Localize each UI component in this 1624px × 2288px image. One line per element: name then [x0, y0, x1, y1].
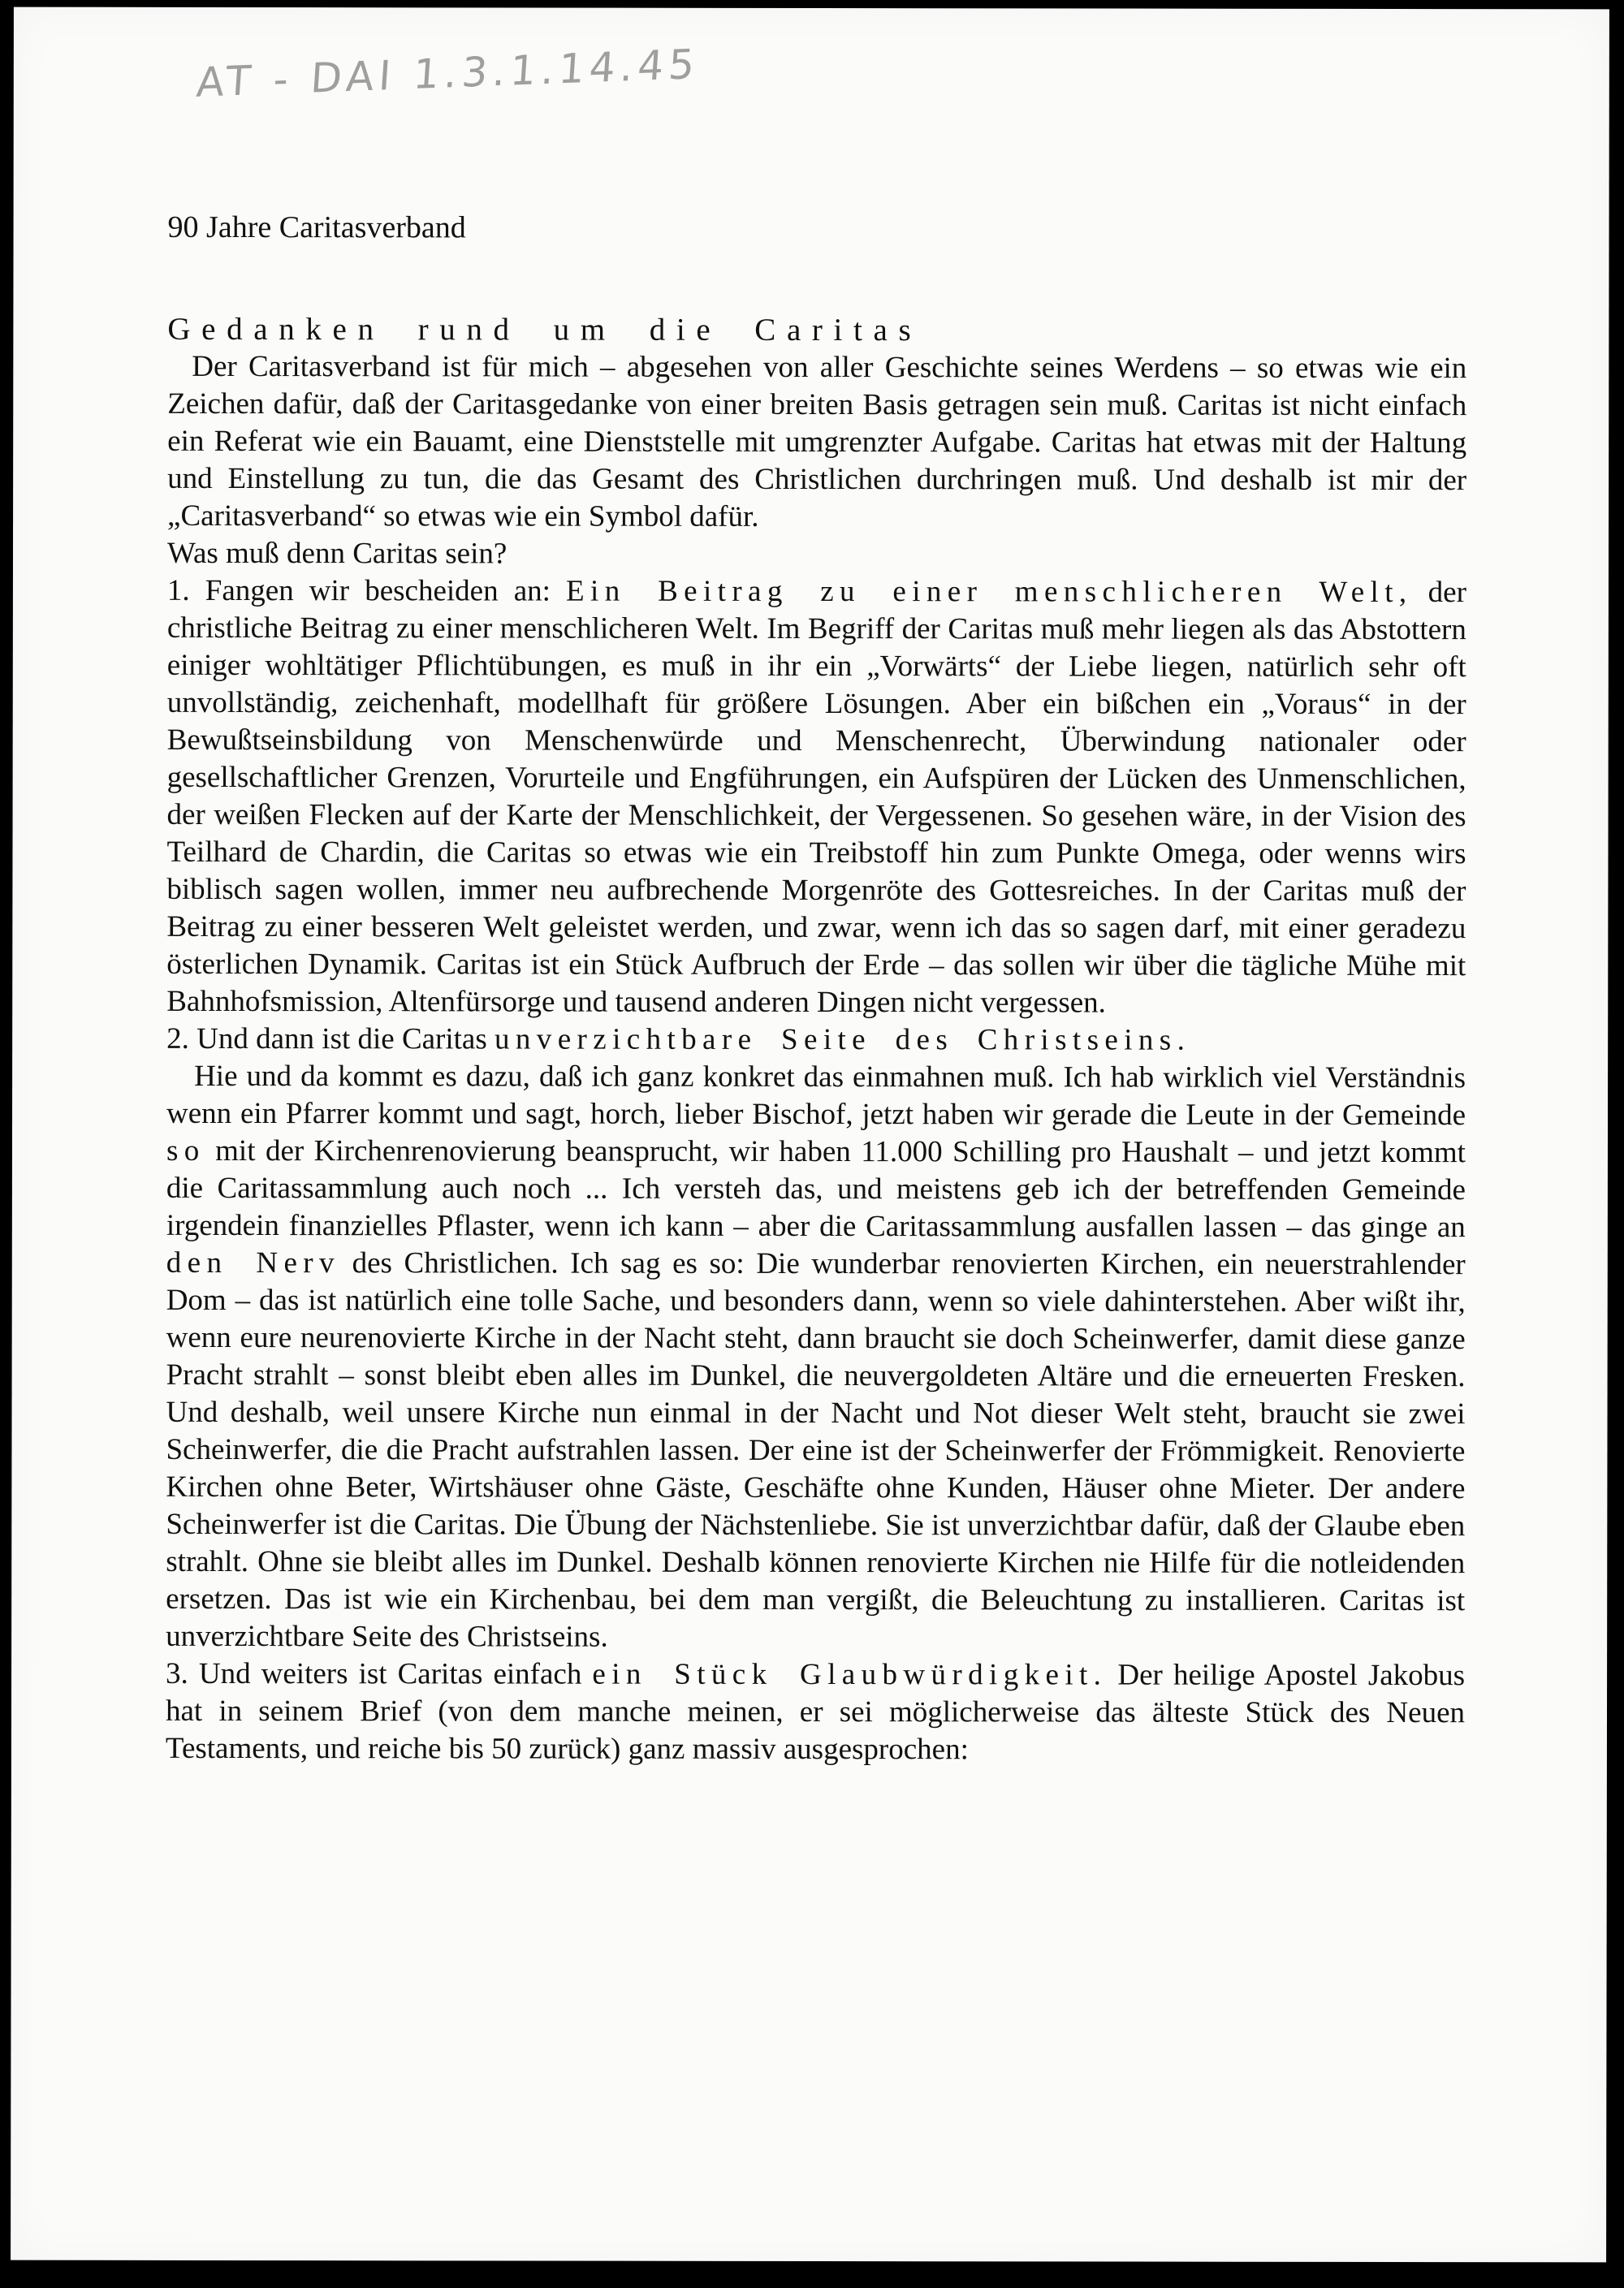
letterspaced-emphasis: Ein Beitrag zu einer menschlicheren Welt,	[566, 574, 1413, 610]
paragraph-2-heading	[166, 1021, 1466, 1060]
paragraph-2-lead: 2. Und dann ist die Caritas	[166, 1021, 495, 1056]
paragraph-1-lead: 1. Fangen wir bescheiden an:	[166, 573, 567, 608]
scanned-page	[11, 7, 1609, 2263]
paragraph-2-body-part2: mit der Kirchenrenovierung beansprucht, wir haben 11.000 Schilling pro Haushalt – und jetzt kommt die Caritassammlung auch noch ... Ich versteh das, und meistens geb ich der betreffenden Gemeinde irgendein finanzielles Pflaster, wenn ich kann – aber die Caritassammlung ausfallen lassen – das ginge an	[166, 1133, 1466, 1245]
letterspaced-emphasis: ein Stück Glaubwürdigkeit.	[592, 1657, 1108, 1692]
document-title: 90 Jahre Caritasverband	[167, 209, 466, 245]
section-heading: Gedanken rund um die Caritas	[167, 311, 922, 348]
letterspaced-emphasis: unverzichtbare Seite des Christseins.	[494, 1022, 1191, 1057]
paragraph-2-body-part1: Hie und da kommt es dazu, daß ich ganz konkret das einmahnen muß. Ich hab wirklich viel Verständnis wenn ein Pfarrer kommt und sagt, horch, lieber Bischof, jetzt haben wir gerade die Leute in der Gemeinde	[166, 1059, 1466, 1133]
paragraph-2-body-part3: des Christlichen. Ich sag es so: Die wunderbar renovierten Kirchen, ein neuerstrahlender Dom – das ist natürlich eine tolle Sache, und besonders dann, wenn so viele dahinterstehen. Aber wißt ihr, wenn eure neurenovierte Kirche in der Nacht steht, dann braucht sie doch Scheinwerfer, damit diese ganze Pracht strahlt – sonst bleibt eben alles im Dunkel, die neuvergoldeten Altäre und die erneuerten Fresken. Und deshalb, weil unsere Kirche nun einmal in der Nacht und Not dieser Welt steht, braucht sie zwei Scheinwerfer, die die Pracht aufstrahlen lassen. Der eine ist der Scheinwerfer der Frömmigkeit. Renovierte Kirchen ohne Beter, Wirtshäuser ohne Gäste, Geschäfte ohne Kunden, Häuser ohne Mieter. Der andere Scheinwerfer ist die Caritas. Die Übung der Nächstenliebe. Sie ist unverzichtbar dafür, daß der Glaube eben strahlt. Ohne sie bleibt alles im Dunkel. Deshalb können renovierte Kirchen nie Hilfe für die notleidenden ersetzen. Das ist wie ein Kirchenbau, bei dem man vergißt, die Beleuchtung zu installieren. Caritas ist unverzichtbare Seite des Christseins.	[166, 1246, 1466, 1654]
paragraph-1-rest: der christliche Beitrag zu einer menschlicheren Welt. Im Begriff der Caritas muß mehr liegen als das Abstottern einiger wohltätiger Pflichtübungen, es muß in ihr ein „Vorwärts“ der Liebe liegen, natürlich sehr oft unvollständig, zeichenhaft, modellhaft für größere Lösungen. Aber ein bißchen ein „Voraus“ in der Bewußtseinsbildung von Menschenwürde und Menschenrecht, Überwindung nationaler oder gesellschaftlicher Grenzen, Vorurteile und Engführungen, ein Aufspüren der Lücken des Unmenschlichen, der weißen Flecken auf der Karte der Menschlichkeit, der Vergessenen. So gesehen wäre, in der Vision des Teilhard de Chardin, die Caritas so etwas wie ein Treibstoff hin zum Punkte Omega, oder wenns wirs biblisch sagen wollen, immer neu aufbrechende Morgenröte des Gottesreiches. In der Caritas muß der Beitrag zu einer besseren Welt geleistet werden, und zwar, wenn ich das so sagen darf, mit einer geradezu österlichen Dynamik. Caritas ist ein Stück Aufbruch der Erde – das sollen wir über die tägliche Mühe mit Bahnhofsmission, Altenfürsorge und tausend anderen Dingen nicht vergessen.	[166, 576, 1466, 1020]
paragraph-1	[166, 572, 1466, 1022]
letterspaced-emphasis: den Nerv	[166, 1245, 340, 1280]
paragraph-2-body	[166, 1058, 1466, 1657]
question-line: Was muß denn Caritas sein?	[166, 536, 508, 571]
letterspaced-emphasis: so	[166, 1133, 205, 1168]
document-content	[166, 7, 1467, 1769]
paragraph-3-lead: 3. Und weiters ist Caritas einfach	[166, 1656, 593, 1691]
intro-paragraph: Der Caritasverband ist für mich – abgesehen von aller Geschichte seines Werdens – so etwas wie ein Zeichen dafür, daß der Caritasgedanke von einer breiten Basis getragen sein muß. Caritas ist nicht einfach ein Referat wie ein Bauamt, eine Dienststelle mit umgrenzter Aufgabe. Caritas hat etwas mit der Haltung und Einstellung zu tun, die das Gesamt des Christlichen durchringen muß. Und deshalb ist mir der „Caritasverband“ so etwas wie ein Symbol dafür.	[167, 349, 1467, 533]
paragraph-3	[166, 1656, 1465, 1769]
paragraph-3-rest: Der heilige Apostel Jakobus hat in seinem Brief (von dem manche meinen, er sei möglicherweise das älteste Stück des Neuen Testaments, und reiche bis 50 zurück) ganz massiv ausgesprochen:	[165, 1658, 1466, 1767]
handwritten-archive-signature: AT - DAI 1.3.1.14.45	[195, 40, 702, 106]
